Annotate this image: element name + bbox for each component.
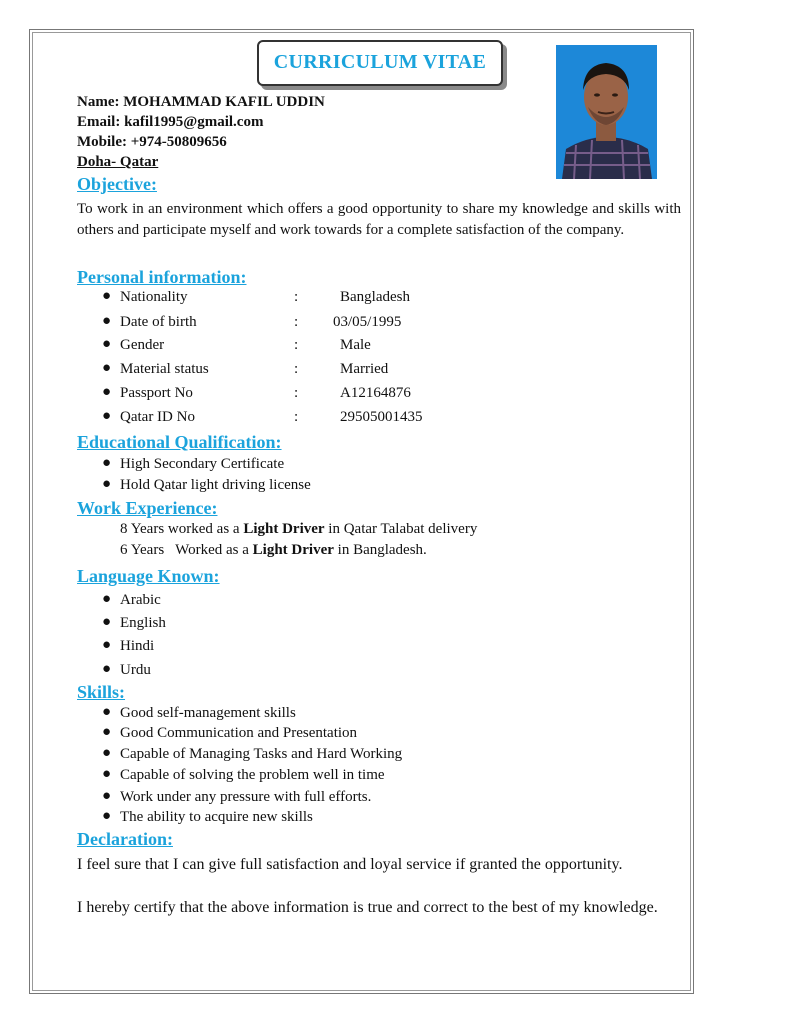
separator: : (294, 409, 299, 425)
personal-info-row: ● Gender (102, 336, 165, 353)
language-item: ● Hindi (102, 637, 155, 654)
separator: : (294, 337, 299, 353)
email-text: Email: kafil1995@gmail.com (77, 114, 264, 130)
personal-info-row: ● Material status (102, 360, 209, 377)
separator: : (294, 361, 299, 377)
candidate-name: Name: MOHAMMAD KAFIL UDDIN (77, 94, 325, 110)
document-title: CURRICULUM VITAE (273, 51, 487, 73)
skill-item: ● Capable of Managing Tasks and Hard Working (102, 745, 403, 762)
work-heading: Work Experience: (77, 498, 218, 518)
separator: : (294, 385, 299, 401)
skill-item: ● Good Communication and Presentation (102, 724, 358, 741)
mobile-text: Mobile: +974-50809656 (77, 134, 227, 150)
personal-info-heading: Personal information: (77, 267, 247, 287)
personal-info-row: ● Nationality (102, 288, 188, 305)
skill-item: ● The ability to acquire new skills (102, 808, 313, 825)
personal-info-value: 03/05/1995 (333, 314, 402, 330)
personal-info-row: ● Qatar ID No (102, 408, 195, 425)
objective-text: To work in an environment which offers a good opportunity to share my knowledge and skills with others and participate myself and work towards for a complete satisfaction of the company. (77, 201, 681, 238)
language-item: ● Arabic (102, 591, 161, 608)
skill-item: ● Good self-management skills (102, 704, 296, 721)
skill-item: ● Work under any pressure with full efforts. (102, 788, 372, 805)
work-item: 8 Years worked as a Light Driver in Qatar Talabat delivery (120, 521, 478, 537)
personal-info-value: Married (340, 361, 389, 377)
personal-info-value: Bangladesh (340, 289, 410, 305)
profile-photo (556, 45, 657, 179)
personal-info-value: A12164876 (340, 385, 411, 401)
personal-info-row: ● Date of birth (102, 313, 197, 330)
education-item: ● Hold Qatar light driving license (102, 476, 311, 493)
location-text: Doha- Qatar (77, 154, 159, 170)
declaration-text: I feel sure that I can give full satisfaction and loyal service if granted the opportunity. (77, 856, 623, 873)
objective-heading: Objective: (77, 174, 157, 194)
personal-info-value: Male (340, 337, 371, 353)
separator: : (294, 314, 299, 330)
education-item: ● High Secondary Certificate (102, 455, 285, 472)
language-item: ● English (102, 614, 166, 631)
personal-info-row: ● Passport No (102, 384, 193, 401)
language-item: ● Urdu (102, 661, 151, 678)
declaration-text: I hereby certify that the above information is true and correct to the best of my knowledge. (77, 899, 658, 916)
title-box (257, 40, 503, 86)
personal-info-value: 29505001435 (340, 409, 423, 425)
skills-heading: Skills: (77, 682, 126, 702)
skill-item: ● Capable of solving the problem well in time (102, 766, 385, 783)
separator: : (294, 289, 299, 305)
education-heading: Educational Qualification: (77, 432, 282, 452)
work-item: 6 Years Worked as a Light Driver in Bangladesh. (120, 542, 427, 558)
declaration-heading: Declaration: (77, 829, 173, 849)
language-heading: Language Known: (77, 566, 220, 586)
